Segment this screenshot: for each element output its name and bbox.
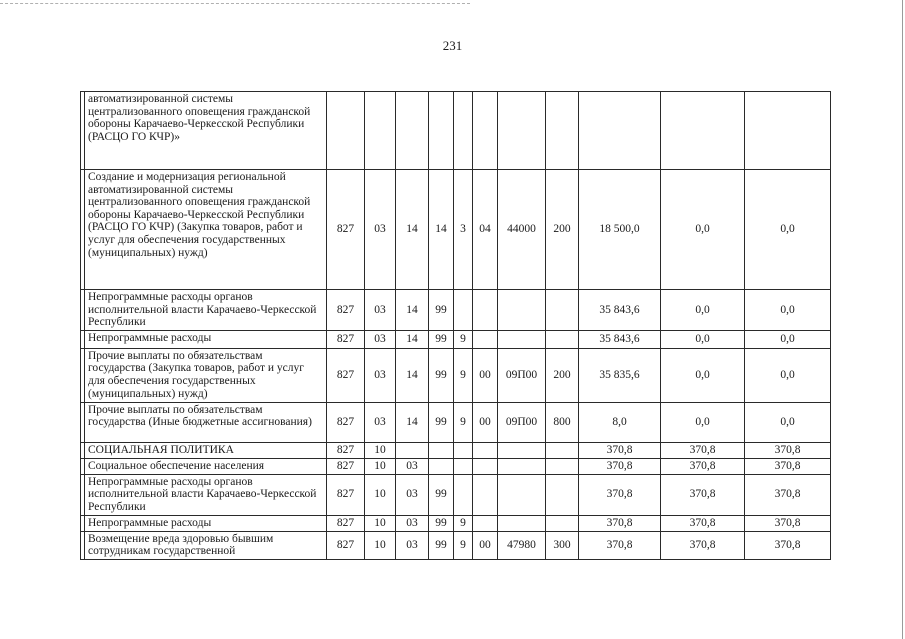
cell-gov-code: 827: [327, 330, 365, 348]
cell-subsection: 14: [396, 348, 429, 402]
cell-direction: [498, 474, 546, 515]
cell-subsection: 14: [396, 330, 429, 348]
table-row: [81, 442, 831, 458]
cell-section: 10: [365, 442, 396, 458]
cell-amount-year1: 35 843,6: [579, 290, 661, 331]
cell-subsection: 03: [396, 474, 429, 515]
cell-expense-type: [546, 458, 579, 474]
cell-amount-year1: 370,8: [579, 474, 661, 515]
cell-section: 10: [365, 474, 396, 515]
cell-gov-code: 827: [327, 170, 365, 290]
cell-program: [429, 92, 454, 170]
table-row: [81, 458, 831, 474]
table-row: [81, 290, 831, 331]
cell-direction: 47980: [498, 531, 546, 559]
cell-amount-year1: 8,0: [579, 402, 661, 442]
cell-gov-code: [327, 92, 365, 170]
cell-amount-year1: 370,8: [579, 442, 661, 458]
cell-program: [429, 442, 454, 458]
cell-main-activity: [473, 515, 498, 531]
cell-amount-year3: 370,8: [745, 515, 831, 531]
budget-table: [80, 91, 831, 560]
cell-direction: [498, 330, 546, 348]
cell-amount-year2: 370,8: [661, 458, 745, 474]
cell-expense-type: [546, 290, 579, 331]
cell-amount-year2: 370,8: [661, 474, 745, 515]
cell-subsection: [396, 442, 429, 458]
cell-gov-code: 827: [327, 531, 365, 559]
cell-amount-year2: 370,8: [661, 515, 745, 531]
cell-amount-year3: 0,0: [745, 348, 831, 402]
row-name: Непрограммные расходы: [85, 515, 327, 531]
cell-program: [429, 458, 454, 474]
cell-subprogram: [454, 92, 473, 170]
cell-direction: [498, 442, 546, 458]
row-name: автоматизированной системы централизованного оповещения гражданской обороны Карачаево-Черкесской Республики (РАСЦО ГО КЧР)»: [85, 92, 327, 170]
cell-expense-type: [546, 474, 579, 515]
cell-program: 99: [429, 402, 454, 442]
cell-amount-year2: 370,8: [661, 442, 745, 458]
cell-main-activity: 00: [473, 402, 498, 442]
cell-program: 14: [429, 170, 454, 290]
cell-amount-year1: 370,8: [579, 515, 661, 531]
cell-direction: [498, 92, 546, 170]
table-row: [81, 515, 831, 531]
row-name: Прочие выплаты по обязательствам государства (Закупка товаров, работ и услуг для обеспечения государственных (муниципальных) нужд): [85, 348, 327, 402]
cell-amount-year3: 370,8: [745, 474, 831, 515]
cell-subsection: 03: [396, 458, 429, 474]
table-row: [81, 402, 831, 442]
cell-main-activity: 04: [473, 170, 498, 290]
cell-main-activity: 00: [473, 348, 498, 402]
row-name: Социальное обеспечение населения: [85, 458, 327, 474]
cell-main-activity: [473, 290, 498, 331]
cell-expense-type: [546, 515, 579, 531]
cell-amount-year1: [579, 92, 661, 170]
cell-subsection: 14: [396, 290, 429, 331]
table-row: [81, 330, 831, 348]
cell-gov-code: 827: [327, 348, 365, 402]
cell-main-activity: [473, 330, 498, 348]
cell-subprogram: [454, 474, 473, 515]
cell-amount-year2: 0,0: [661, 290, 745, 331]
cell-gov-code: 827: [327, 290, 365, 331]
cell-program: 99: [429, 474, 454, 515]
row-name: Прочие выплаты по обязательствам государства (Иные бюджетные ассигнования): [85, 402, 327, 442]
cell-subprogram: 9: [454, 531, 473, 559]
cell-subprogram: 9: [454, 348, 473, 402]
cell-gov-code: 827: [327, 515, 365, 531]
cell-gov-code: 827: [327, 474, 365, 515]
cell-program: 99: [429, 515, 454, 531]
cell-amount-year2: [661, 92, 745, 170]
cell-direction: [498, 458, 546, 474]
page-edge: [902, 0, 903, 639]
row-name: Создание и модернизация региональной автоматизированной системы централизованного оповещения гражданской обороны Карачаево-Черкесской Республики (РАСЦО ГО КЧР) (Закупка товаров, работ и услуг для обеспечения государственных (муниципальных) нужд): [85, 170, 327, 290]
cell-gov-code: 827: [327, 402, 365, 442]
cell-expense-type: [546, 330, 579, 348]
cell-subprogram: 9: [454, 330, 473, 348]
cell-subprogram: [454, 290, 473, 331]
cell-program: 99: [429, 290, 454, 331]
cell-direction: 44000: [498, 170, 546, 290]
cell-section: 03: [365, 290, 396, 331]
cell-subsection: [396, 92, 429, 170]
cell-amount-year2: 0,0: [661, 402, 745, 442]
page-number: 231: [442, 38, 463, 53]
cell-direction: [498, 290, 546, 331]
cell-subprogram: 9: [454, 515, 473, 531]
cell-subsection: 14: [396, 170, 429, 290]
cell-main-activity: [473, 92, 498, 170]
cell-amount-year1: 370,8: [579, 531, 661, 559]
cell-section: 03: [365, 170, 396, 290]
table-row: [81, 170, 831, 290]
table-row: [81, 92, 831, 170]
cell-amount-year3: [745, 92, 831, 170]
cell-section: 10: [365, 531, 396, 559]
cell-amount-year2: 0,0: [661, 330, 745, 348]
row-name: Возмещение вреда здоровью бывшим сотрудникам государственной: [85, 531, 327, 559]
cell-amount-year1: 18 500,0: [579, 170, 661, 290]
row-name: Непрограммные расходы органов исполнительной власти Карачаево-Черкесской Республики: [85, 474, 327, 515]
cell-amount-year1: 35 835,6: [579, 348, 661, 402]
cell-expense-type: [546, 92, 579, 170]
cell-expense-type: [546, 442, 579, 458]
row-name: СОЦИАЛЬНАЯ ПОЛИТИКА: [85, 442, 327, 458]
cell-subsection: 14: [396, 402, 429, 442]
cell-expense-type: 300: [546, 531, 579, 559]
cell-amount-year2: 0,0: [661, 170, 745, 290]
table-row: [81, 474, 831, 515]
cell-section: 03: [365, 402, 396, 442]
top-scan-rule: [0, 3, 470, 4]
cell-amount-year2: 370,8: [661, 531, 745, 559]
table-row: [81, 531, 831, 559]
cell-program: 99: [429, 330, 454, 348]
cell-main-activity: [473, 474, 498, 515]
cell-amount-year1: 370,8: [579, 458, 661, 474]
cell-subprogram: [454, 458, 473, 474]
cell-amount-year3: 0,0: [745, 402, 831, 442]
cell-direction: 09П00: [498, 348, 546, 402]
cell-program: 99: [429, 348, 454, 402]
cell-expense-type: 200: [546, 170, 579, 290]
cell-gov-code: 827: [327, 442, 365, 458]
cell-main-activity: [473, 458, 498, 474]
cell-amount-year3: 0,0: [745, 170, 831, 290]
cell-amount-year3: 370,8: [745, 458, 831, 474]
cell-subsection: 03: [396, 515, 429, 531]
cell-section: [365, 92, 396, 170]
cell-gov-code: 827: [327, 458, 365, 474]
budget-table-body: [81, 92, 831, 560]
cell-amount-year3: 0,0: [745, 330, 831, 348]
cell-subprogram: [454, 442, 473, 458]
row-name: Непрограммные расходы: [85, 330, 327, 348]
cell-amount-year3: 0,0: [745, 290, 831, 331]
cell-subprogram: 3: [454, 170, 473, 290]
cell-main-activity: 00: [473, 531, 498, 559]
cell-subprogram: 9: [454, 402, 473, 442]
cell-section: 03: [365, 348, 396, 402]
cell-amount-year1: 35 843,6: [579, 330, 661, 348]
table-row: [81, 348, 831, 402]
cell-section: 10: [365, 515, 396, 531]
cell-direction: 09П00: [498, 402, 546, 442]
row-name: Непрограммные расходы органов исполнительной власти Карачаево-Черкесской Республики: [85, 290, 327, 331]
cell-program: 99: [429, 531, 454, 559]
cell-amount-year3: 370,8: [745, 531, 831, 559]
cell-main-activity: [473, 442, 498, 458]
cell-subsection: 03: [396, 531, 429, 559]
cell-section: 10: [365, 458, 396, 474]
cell-direction: [498, 515, 546, 531]
cell-expense-type: 800: [546, 402, 579, 442]
cell-amount-year2: 0,0: [661, 348, 745, 402]
cell-expense-type: 200: [546, 348, 579, 402]
cell-section: 03: [365, 330, 396, 348]
cell-amount-year3: 370,8: [745, 442, 831, 458]
